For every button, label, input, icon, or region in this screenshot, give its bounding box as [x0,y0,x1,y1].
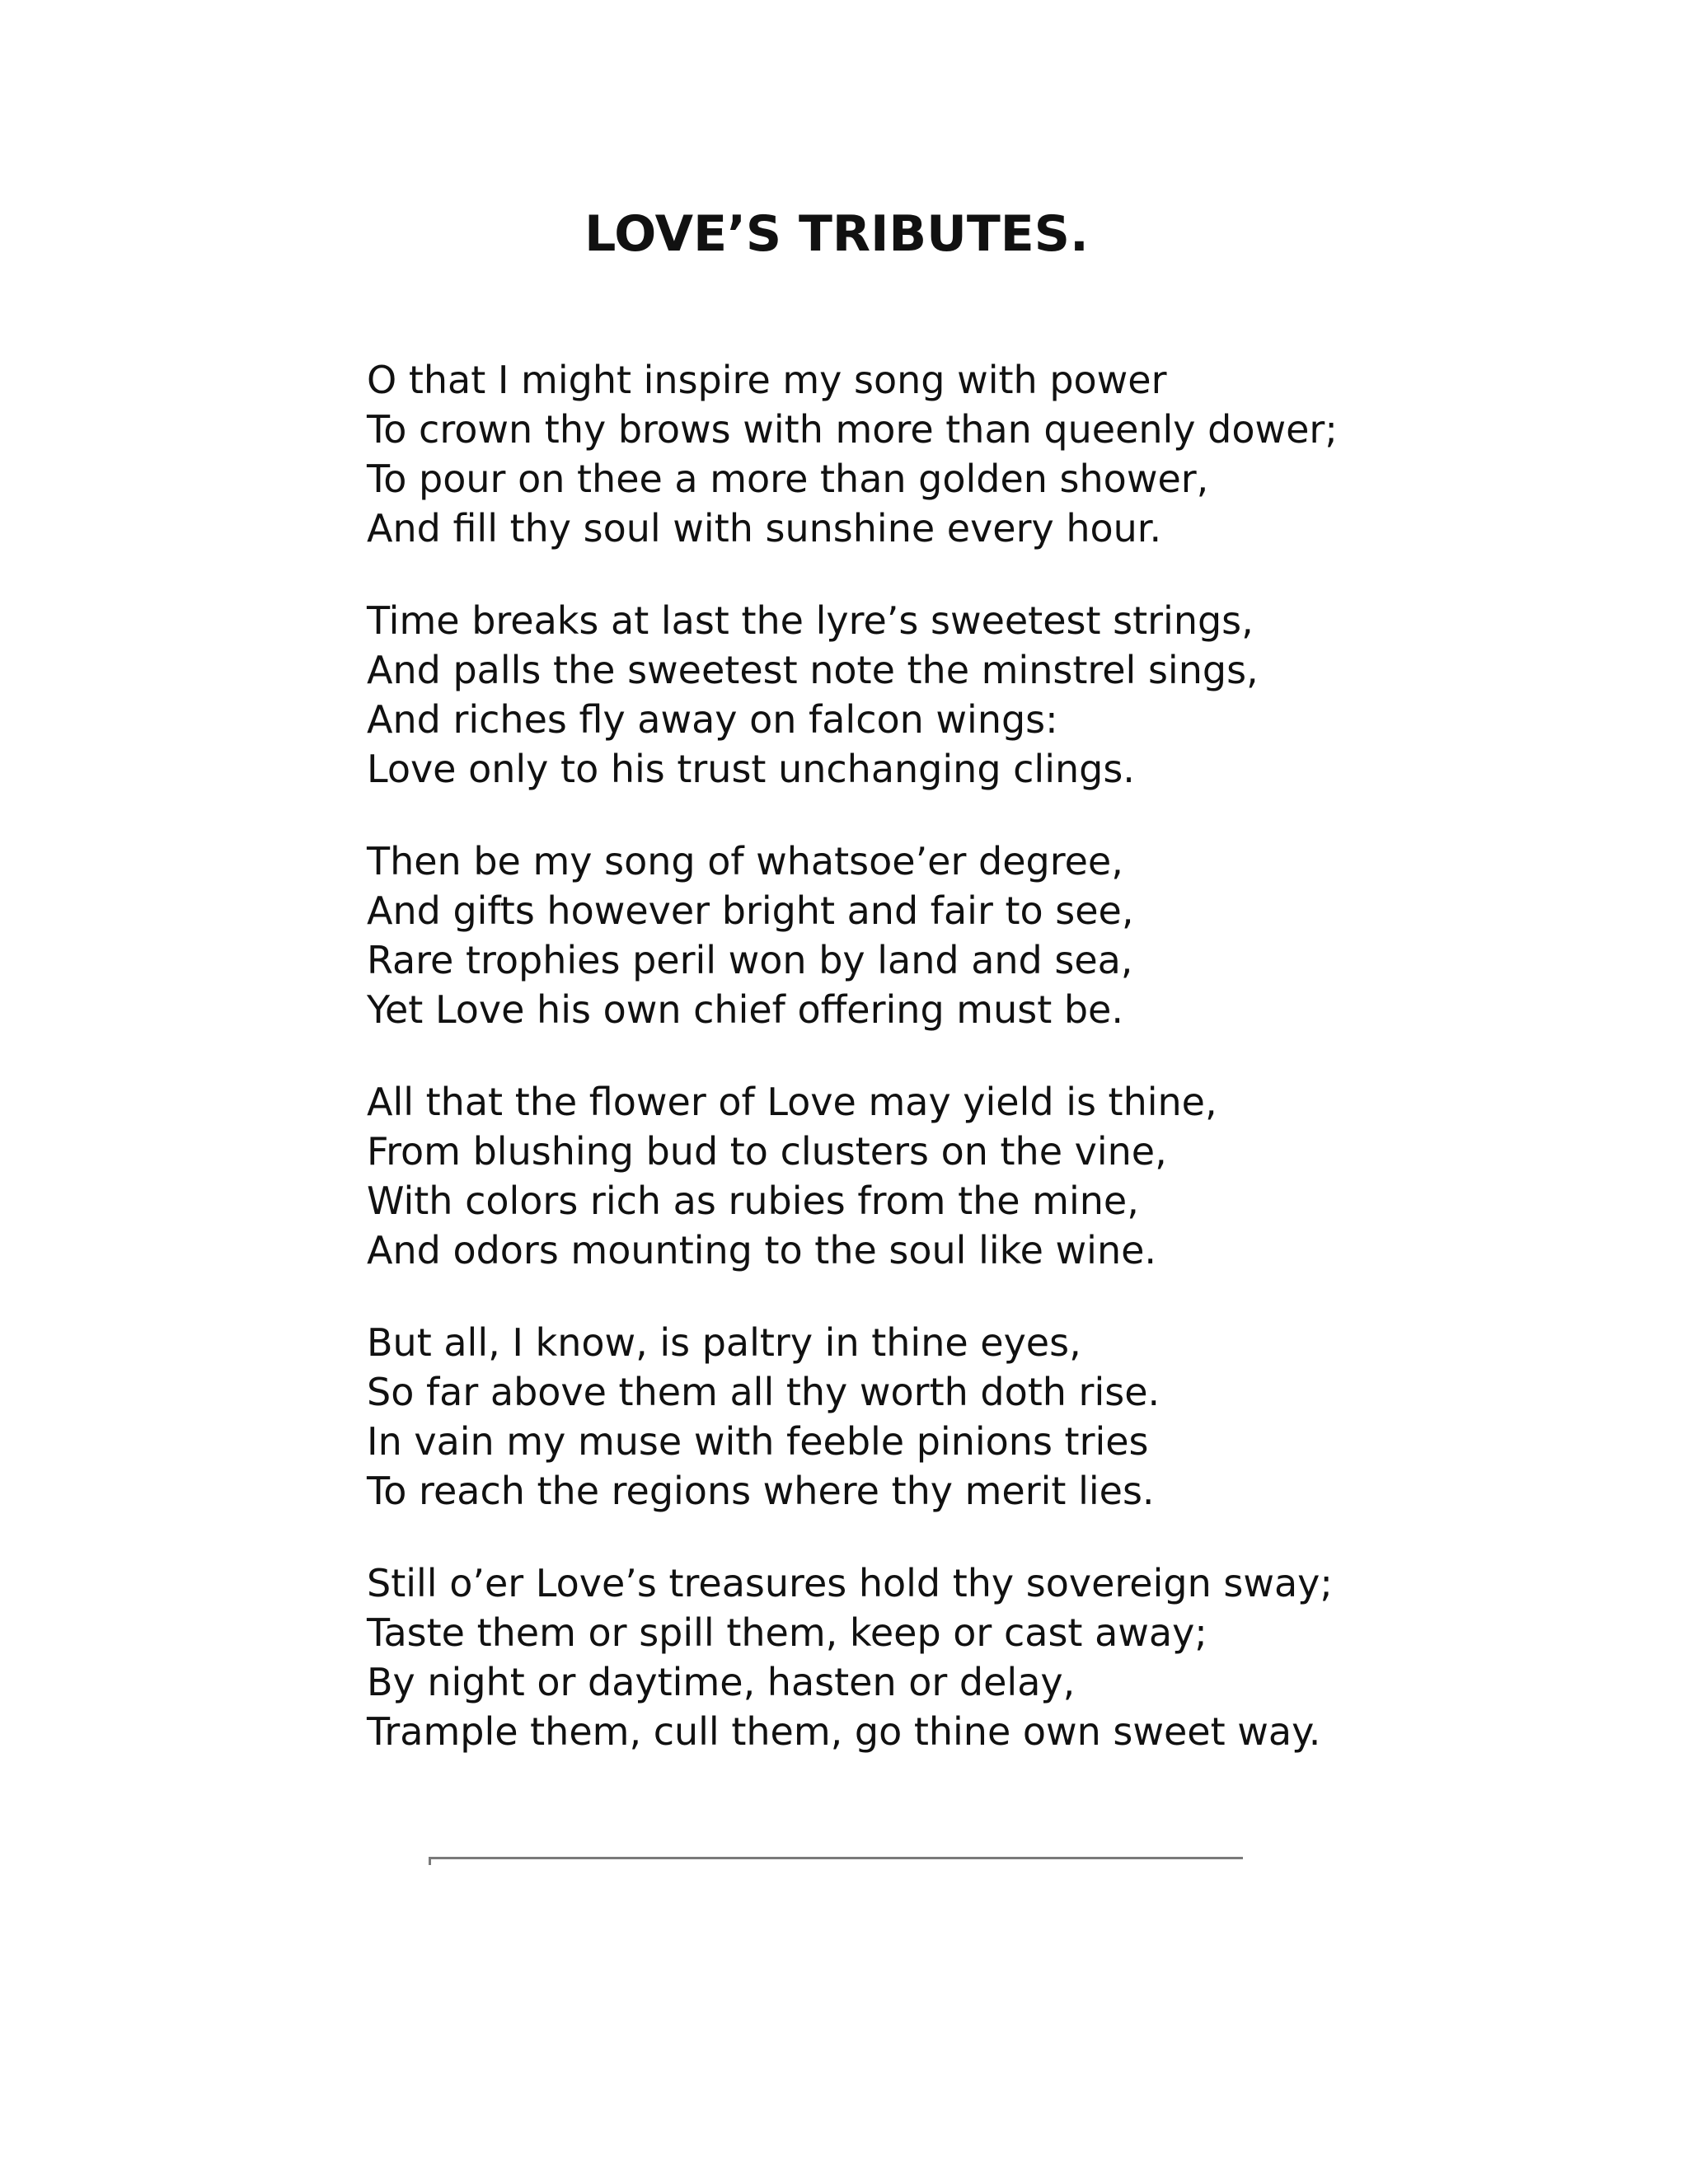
poem-line: And fill thy soul with sunshine every hour. [367,506,1162,551]
poem-body [367,355,1653,1799]
poem-line: Trample them, cull them, go thine own sweet way. [367,1709,1321,1754]
poem-line: To crown thy brows with more than queenly dower; [367,407,1338,452]
stanza [367,1558,1653,1756]
stanza [367,355,1653,553]
poem-line: And gifts however bright and fair to see, [367,888,1134,933]
poem-line: To pour on thee a more than golden shower, [367,457,1209,501]
poem-line: O that I might inspire my song with power [367,358,1167,402]
poem-title: LOVE’S TRIBUTES. [584,205,1089,263]
section-divider [429,1857,1243,1859]
poem-line: And riches fly away on falcon wings: [367,697,1058,742]
stanza [367,1318,1653,1516]
poem-line: By night or daytime, hasten or delay, [367,1660,1076,1704]
poem-line: Taste them or spill them, keep or cast away; [367,1610,1207,1655]
poem-line: From blushing bud to clusters on the vine, [367,1129,1167,1174]
stanza [367,1077,1653,1275]
poem-line: And palls the sweetest note the minstrel sings, [367,648,1259,692]
poem-line: To reach the regions where thy merit lies. [367,1469,1155,1513]
poem-line: Still o’er Love’s treasures hold thy sovereign sway; [367,1561,1333,1605]
poem-line: Love only to his trust unchanging clings. [367,747,1135,791]
poem-line: Then be my song of whatsoe’er degree, [367,839,1123,883]
divider-tick [429,1857,431,1865]
poem-line: In vain my muse with feeble pinions tries [367,1419,1149,1464]
poem-line: So far above them all thy worth doth rise. [367,1370,1160,1414]
poem-line: All that the flower of Love may yield is thine, [367,1080,1217,1124]
poem-line: And odors mounting to the soul like wine. [367,1228,1157,1272]
stanza [367,596,1653,794]
poem-line: Yet Love his own chief offering must be. [367,987,1123,1032]
poem-line: With colors rich as rubies from the mine, [367,1179,1139,1223]
poem-line: Time breaks at last the lyre’s sweetest strings, [367,598,1254,643]
stanza [367,837,1653,1034]
poem-line: But all, I know, is paltry in thine eyes, [367,1320,1081,1365]
poem-line: Rare trophies peril won by land and sea, [367,938,1133,982]
